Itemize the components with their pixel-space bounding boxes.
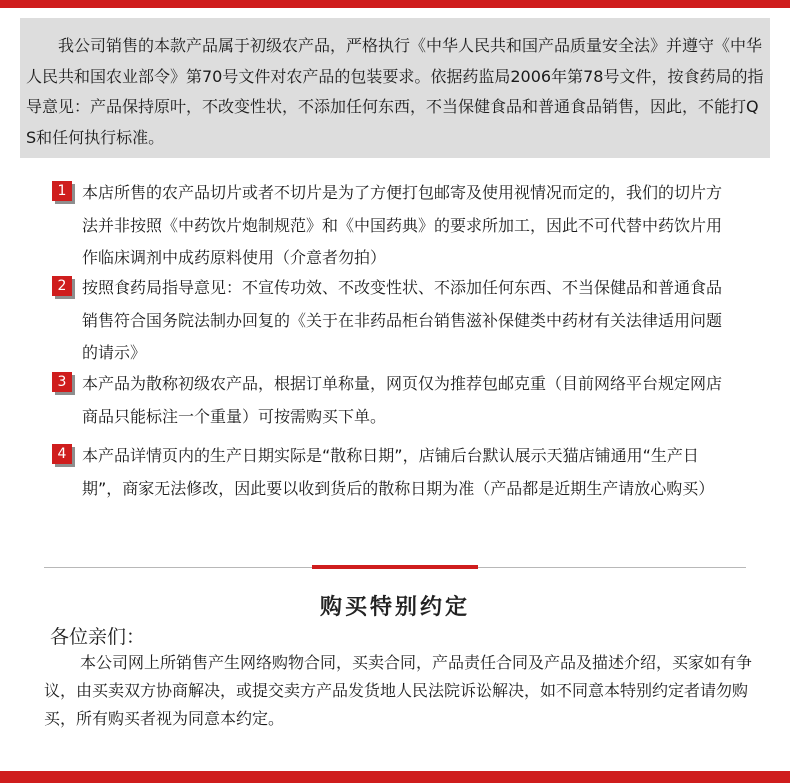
- legal-notice-text: 我公司销售的本款产品属于初级农产品，严格执行《中华人民共和国产品质量安全法》并遵守《中华人民共和国农业部令》第70号文件对农产品的包装要求。依据药监局2006年第78号文件，按食药局的指导意见：产品保持原叶，不改变性状，不添加任何东西，不当保健食品和普通食品销售，因此，不能打QS和任何执行标准。: [26, 36, 764, 147]
- section-divider-accent: [312, 565, 478, 569]
- top-accent-bar: [0, 0, 790, 8]
- notice-item-text: 本店所售的农产品切片或者不切片是为了方便打包邮寄及使用视情况而定的，我们的切片方法并非按照《中药饮片炮制规范》和《中国药典》的要求所加工，因此不可代替中药饮片用作临床调剂中成药原料使用（介意者勿拍）: [82, 183, 723, 267]
- greeting: 各位亲们：: [50, 626, 146, 648]
- notice-item-text: 本产品为散称初级农产品，根据订单称量，网页仅为推荐包邮克重（目前网络平台规定网店商品只能标注一个重量）可按需购买下单。: [82, 374, 723, 426]
- bottom-accent-bar: [0, 771, 790, 783]
- item-number-badge: 3: [52, 372, 72, 392]
- item-number-badge: 1: [52, 181, 72, 201]
- notice-item-text: 本产品详情页内的生产日期实际是“散称日期”，店铺后台默认展示天猫店铺通用“生产日期”，商家无法修改，因此要以收到货后的散称日期为准（产品都是近期生产请放心购买）: [82, 446, 715, 498]
- legal-notice-box: [20, 18, 770, 158]
- section-title: 购买特别约定: [319, 595, 470, 620]
- agreement-body: 本公司网上所销售产生网络购物合同，买卖合同，产品责任合同及产品及描述介绍，买家如有争议，由买卖双方协商解决，或提交卖方产品发货地人民法院诉讼解决，如不同意本特别约定者请勿购买，所有购买者视为同意本约定。: [44, 653, 753, 728]
- notice-item-text: 按照食药局指导意见：不宣传功效、不改变性状、不添加任何东西、不当保健品和普通食品销售符合国务院法制办回复的《关于在非药品柜台销售滋补保健类中药材有关法律适用问题的请示》: [82, 278, 723, 362]
- item-number-badge: 4: [52, 444, 72, 464]
- item-number-badge: 2: [52, 276, 72, 296]
